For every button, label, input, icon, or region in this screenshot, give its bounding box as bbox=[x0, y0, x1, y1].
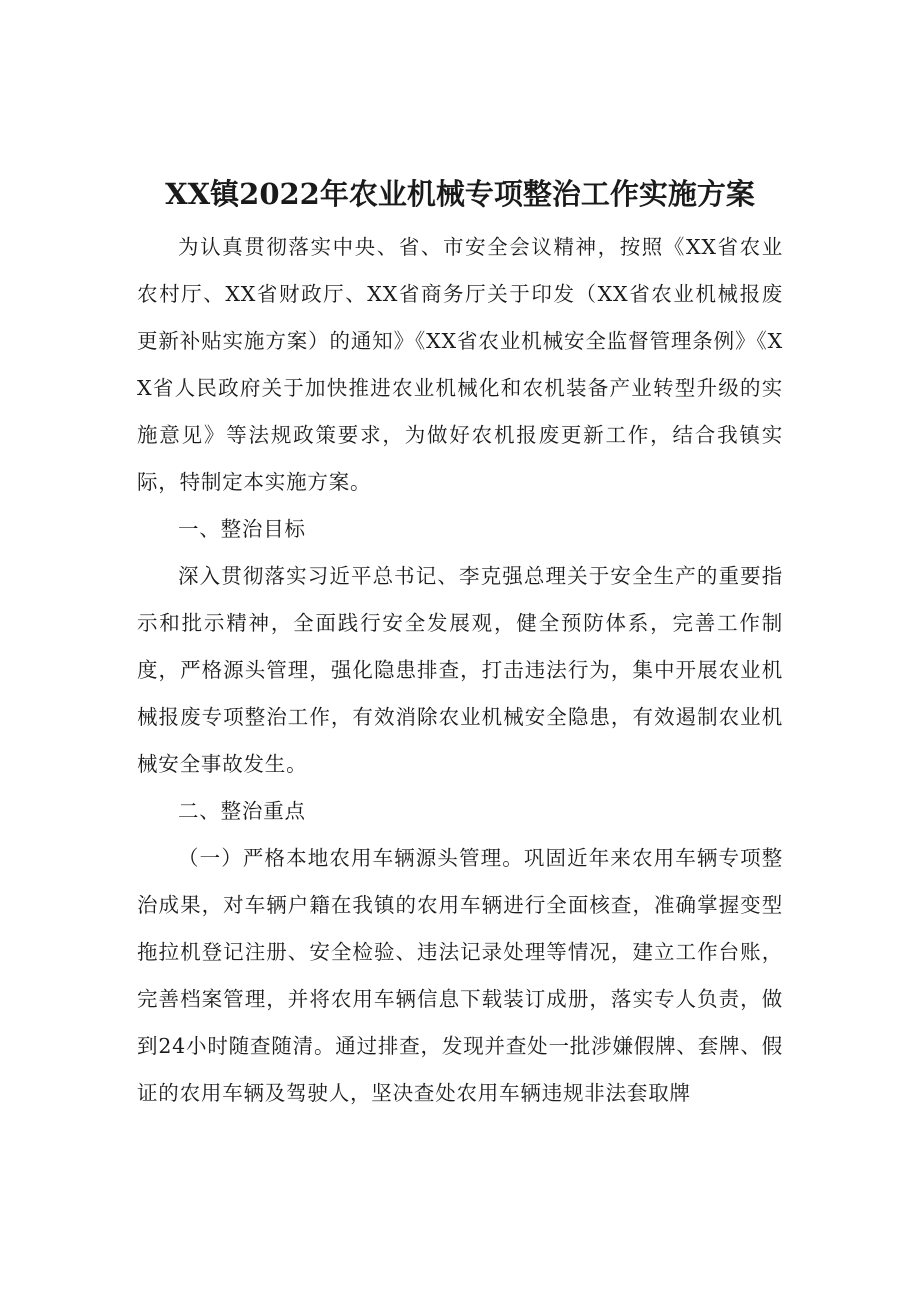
section-heading-goals: 一、整治目标 bbox=[178, 517, 306, 541]
goals-paragraph: 深入贯彻落实习近平总书记、李克强总理关于安全生产的重要指示和批示精神，全面践行安全发展观，健全预防体系，完善工作制度，严格源头管理，强化隐患排查，打击违法行为，集中开展农业机械报废专项整治工作，有效消除农业机械安全隐患，有效遏制农业机械安全事故发生。 bbox=[137, 564, 783, 776]
document-body bbox=[137, 224, 783, 1117]
focus-item-1-paragraph: （一）严格本地农用车辆源头管理。巩固近年来农用车辆专项整治成果，对车辆户籍在我镇的农用车辆进行全面核查，准确掌握变型拖拉机登记注册、安全检验、违法记录处理等情况，建立工作台账，完善档案管理，并将农用车辆信息下载装订成册，落实专人负责，做到24小时随查随清。通过排查，发现并查处一批涉嫌假牌、套牌、假证的农用车辆及驾驶人，坚决查处农用车辆违规非法套取牌 bbox=[137, 846, 783, 1105]
intro-paragraph: 为认真贯彻落实中央、省、市安全会议精神，按照《XX省农业农村厅、XX省财政厅、XX省商务厅关于印发（XX省农业机械报废更新补贴实施方案）的通知》《XX省农业机械安全监督管理条例》《XX省人民政府关于加快推进农业机械化和农机装备产业转型升级的实施意见》等法规政策要求，为做好农机报废更新工作，结合我镇实际，特制定本实施方案。 bbox=[137, 235, 783, 494]
section-heading-focus: 二、整治重点 bbox=[178, 799, 306, 823]
document-title: XX镇2022年农业机械专项整治工作实施方案 bbox=[165, 177, 755, 211]
